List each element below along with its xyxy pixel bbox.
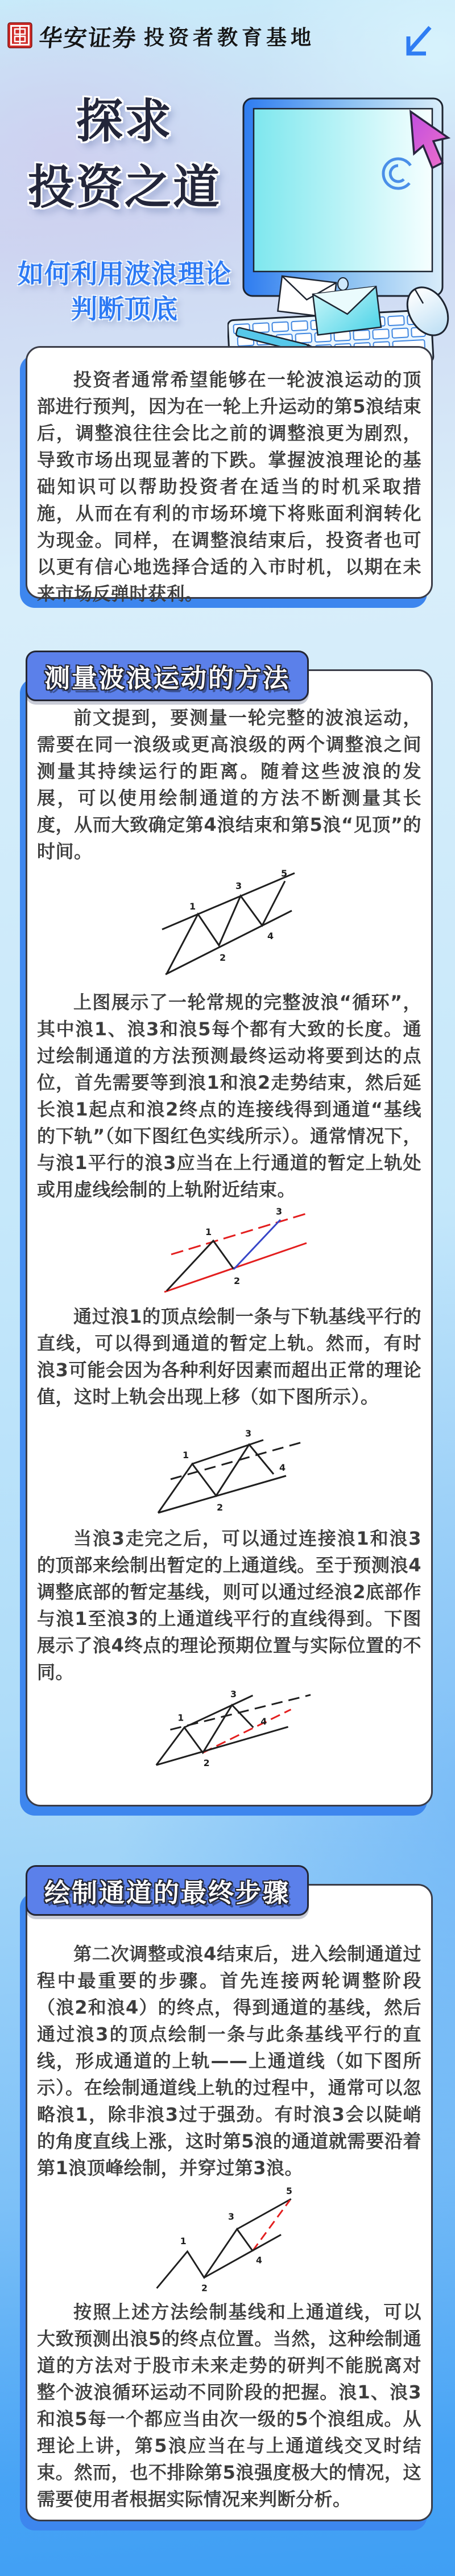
wave-diagram-full-cycle bbox=[37, 869, 421, 989]
svg-text:4: 4 bbox=[260, 1716, 267, 1727]
brand-header bbox=[7, 19, 315, 53]
section-title: 测量波浪运动的方法 bbox=[44, 663, 291, 693]
paragraph: 上图展示了一轮常规的完整波浪“循环”，其中浪1、浪3和浪5每个都有大致的长度。通过绘制通道的方法预测最终运动将要到达的点位，首先需要等到浪1和浪2走势结束，然后延长浪1起点和浪2终点的连接线得到通道“基线的下轨”（如下图红色实线所示）。通常情况下，与浪1平行的浪3应当在上行通道的暂定上轨处或用虚线绘制的上轨附近结束。 bbox=[37, 991, 421, 1200]
section-header-measuring-waves bbox=[26, 651, 309, 701]
svg-text:1: 1 bbox=[189, 901, 196, 912]
paragraph: 按照上述方法绘制基线和上通道线，可以大致预测出浪5的终点位置。当然，这种绘制通道的方法对于股市未来走势的研判不能脱离对整个波浪循环运动不同阶段的把握。浪1、浪3和浪5每一个都应当由次一级的5个浪组成。从理论上讲，第5浪应当在与上通道线交叉时结束。然而，也不排除第5浪强度极大的情况，这需要使用者根据实际情况来判断分析。 bbox=[37, 2301, 421, 2510]
wave-diagram-wave5-prediction bbox=[37, 2187, 421, 2299]
svg-text:3: 3 bbox=[230, 1689, 237, 1699]
svg-text:3: 3 bbox=[276, 1206, 283, 1217]
svg-text:3: 3 bbox=[245, 1428, 252, 1439]
svg-text:2: 2 bbox=[217, 1502, 224, 1513]
paragraph: 当浪3走完之后，可以通过连接浪1和浪3的顶部来绘制出暂定的上通道线。至于预测浪4调整底部的暂定基线，则可以通过经浪2底部作与浪1至浪3的上通道线平行的直线得到。下图展示了浪4终点的理论预期位置与实际位置的不同。 bbox=[37, 1528, 421, 1683]
svg-text:2: 2 bbox=[203, 1758, 210, 1769]
svg-text:2: 2 bbox=[220, 952, 226, 963]
page-subtitle-line2: 判断顶底 bbox=[71, 294, 178, 324]
intro-paragraph: 投资者通常希望能够在一轮波浪运动的顶部进行预判，因为在一轮上升运动的第5浪结束后，调整浪往往会比之前的调整浪更为剧烈，导致市场出现显著的下跌。掌握波浪理论的基础知识可以帮助投资者在适当的时机采取措施，从而在有利的市场环境下将账面利润转化为现金。同样，在调整浪结束后，投资者也可以更有信心地选择合适的入市时机，以期在未来市场反弹时获利。 bbox=[37, 369, 421, 604]
svg-text:1: 1 bbox=[183, 1450, 189, 1460]
svg-text:3: 3 bbox=[235, 880, 242, 891]
section-header-final-steps bbox=[26, 1865, 309, 1916]
section-2-card bbox=[26, 1884, 433, 2521]
paragraph: 通过浪1的顶点绘制一条与下轨基线平行的直线，可以得到通道的暂定上轨。然而，有时浪3可能会因为各种利好因素而超出正常的理论值，这时上轨会出现上移（如下图所示）。 bbox=[37, 1306, 421, 1408]
page-title-line2: 投资之道 bbox=[27, 161, 221, 215]
svg-text:1: 1 bbox=[180, 2235, 187, 2246]
paragraph: 第二次调整或浪4结束后，进入绘制通道过程中最重要的步骤。首先连接两轮调整阶段（浪2和浪4）的终点，得到通道的基线，然后通过浪3的顶点绘制一条与此条基线平行的直线，形成通道的上轨——上通道线（如下图所示）。在绘制通道线上轨的过程中，通常可以忽略浪1，除非浪3过于强劲。有时浪3会以陡峭的角度直线上涨，这时第5浪的通道就需要沿着第1浪顶峰绘制，并穿过第3浪。 bbox=[37, 1943, 421, 2179]
paragraph: 前文提到，要测量一轮完整的波浪运动，需要在同一浪级或更高浪级的两个调整浪之间测量其持续运行的距离。随着这些波浪的发展，可以使用绘制通道的方法不断测量其长度，从而大致确定第4浪结束和第5浪“见顶”的时间。 bbox=[37, 707, 421, 862]
page-title-line1: 探求 bbox=[76, 94, 173, 149]
wave-diagram-shifted-upper-rail bbox=[37, 1427, 421, 1525]
svg-text:1: 1 bbox=[205, 1227, 212, 1237]
cursor-arrow-icon bbox=[407, 108, 455, 178]
svg-text:3: 3 bbox=[228, 2211, 234, 2222]
section-title: 绘制通道的最终步骤 bbox=[44, 1878, 291, 1908]
svg-text:1: 1 bbox=[177, 1712, 184, 1723]
section-1-card bbox=[26, 669, 433, 1807]
svg-text:4: 4 bbox=[279, 1462, 286, 1473]
svg-text:2: 2 bbox=[234, 1275, 241, 1286]
svg-text:4: 4 bbox=[267, 931, 274, 941]
svg-text:2: 2 bbox=[201, 2282, 208, 2294]
brand-name: 华安证券 bbox=[38, 24, 138, 52]
hero-title-block bbox=[16, 89, 233, 327]
svg-text:4: 4 bbox=[256, 2254, 262, 2266]
wave-diagram-baseline bbox=[37, 1205, 421, 1303]
svg-text:5: 5 bbox=[281, 869, 288, 879]
huaan-seal-logo-icon bbox=[7, 22, 32, 51]
page-subtitle-line1: 如何利用波浪理论 bbox=[18, 258, 231, 289]
wave-diagram-wave4-theoretical bbox=[37, 1689, 421, 1773]
intro-card bbox=[26, 346, 433, 604]
envelope-open-icon bbox=[313, 286, 381, 335]
svg-text:5: 5 bbox=[286, 2187, 292, 2196]
download-arrow-icon bbox=[399, 22, 437, 64]
brand-suffix: 投资者教育基地 bbox=[144, 26, 316, 50]
